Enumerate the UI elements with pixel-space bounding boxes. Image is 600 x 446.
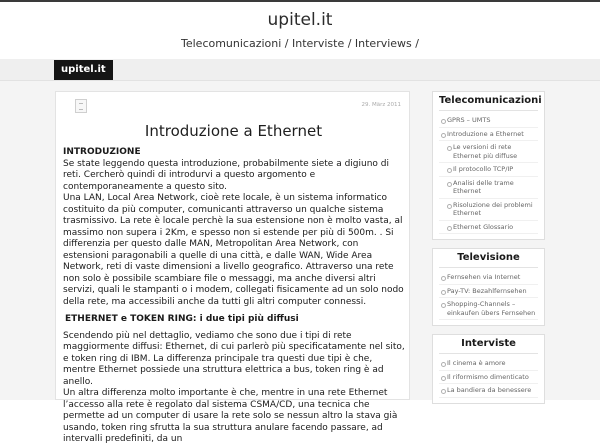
section-heading-introduzione: INTRODUZIONE	[63, 147, 141, 157]
sidebar-link[interactable]: Introduzione a Ethernet	[439, 128, 538, 142]
section-heading-ethernet-token-ring: ETHERNET e TOKEN RING: i due tipi più diffusi	[65, 314, 299, 324]
paragraph: Scendendo più nel dettaglio, vediamo che sono due i tipi di rete maggiormente diffusi: Ethernet, di cui parlerò più specificatamente nel sito, e token ring di IBM. La differenza principale tra questi due tipi è che, mentre Ethernet possiede una struttura elettrica a bus, token ring è ad anello.	[63, 330, 405, 387]
widget-telecomunicazioni	[432, 91, 545, 240]
widget-title: Televisione	[439, 252, 538, 268]
post-date: 29. März 2011	[361, 102, 401, 108]
top-border	[0, 0, 600, 2]
paragraph: Una LAN, Local Area Network, cioè rete locale, è un sistema informatico costituito da più computer, comunicanti attraverso un qualche sistema trasmissivo. La rete è locale perchè la sua estensione non è molto vasta, al massimo non supera i 2Km, e spesso non si estende per più di 500m. . Si differenzia per questo dalle MAN, Metropolitan Area Network, con estensioni paragonabili a quelle di una città, e dalle WAN, Wide Area Network, reti di vaste dimensioni a livello geografico. Attraverso una rete non solo è possibile scambiare file o messaggi, ma anche diversi altri servizi, quali le stampanti o i modem, collegati fisicamente ad un solo nodo della rete, ma accessibili anche da tutti gli altri computer connessi.	[63, 193, 404, 307]
site-tagline: Telecomunicazioni / Interviste / Interviews /	[181, 37, 419, 50]
sidebar-sublink[interactable]: Risoluzione dei problemi Ethernet	[439, 199, 538, 221]
sidebar-sublink[interactable]: Il protocollo TCP/IP	[439, 163, 538, 177]
site-title[interactable]: upitel.it	[267, 10, 333, 30]
sidebar-link[interactable]: Il riformismo dimenticato	[439, 371, 538, 385]
widget-title: Interviste	[439, 338, 538, 354]
sidebar-link[interactable]: GPRS – UMTS	[439, 114, 538, 128]
post-format-icon	[75, 99, 87, 113]
sidebar-link[interactable]: Il cinema è amore	[439, 357, 538, 371]
widget-title: Telecomunicazioni	[439, 95, 538, 111]
sidebar-link[interactable]: Shopping-Channels – einkaufen übers Fernsehen	[439, 298, 538, 320]
paragraph: Un altra differenza molto importante è che, mentre in una rete Ethernet l’accesso alla rete è regolato dal sistema CSMA/CD, una tecnica che permette ad un computer di usare la rete solo se nessun altro la stava già usando, token ring sfrutta la sua struttura anulare facendo passare, ad intervalli predefiniti, da un	[63, 388, 398, 444]
sidebar-sublink[interactable]: Ethernet Glossario	[439, 221, 538, 235]
nav-home-tab[interactable]: upitel.it	[54, 60, 113, 80]
sidebar-link[interactable]: Pay-TV: Bezahlfernsehen	[439, 285, 538, 299]
widget-interviste	[432, 334, 545, 404]
post-title[interactable]: Introduzione a Ethernet	[144, 122, 323, 140]
sidebar-link[interactable]: Fernsehen via Internet	[439, 271, 538, 285]
sidebar-link[interactable]: La bandiera da benessere	[439, 384, 538, 398]
widget-televisione	[432, 248, 545, 326]
post-container	[55, 91, 410, 444]
sidebar-sublink[interactable]: Analisi delle trame Ethernet	[439, 177, 538, 199]
sidebar	[432, 91, 545, 412]
sidebar-sublink[interactable]: Le versioni di rete Ethernet più diffuse	[439, 141, 538, 163]
post-body	[63, 147, 405, 446]
paragraph: Se state leggendo questa introduzione, probabilmente siete a digiuno di reti. Cercherò quindi di introdurvi a questo argomento e contemporaneamente a questo sito.	[63, 158, 389, 192]
